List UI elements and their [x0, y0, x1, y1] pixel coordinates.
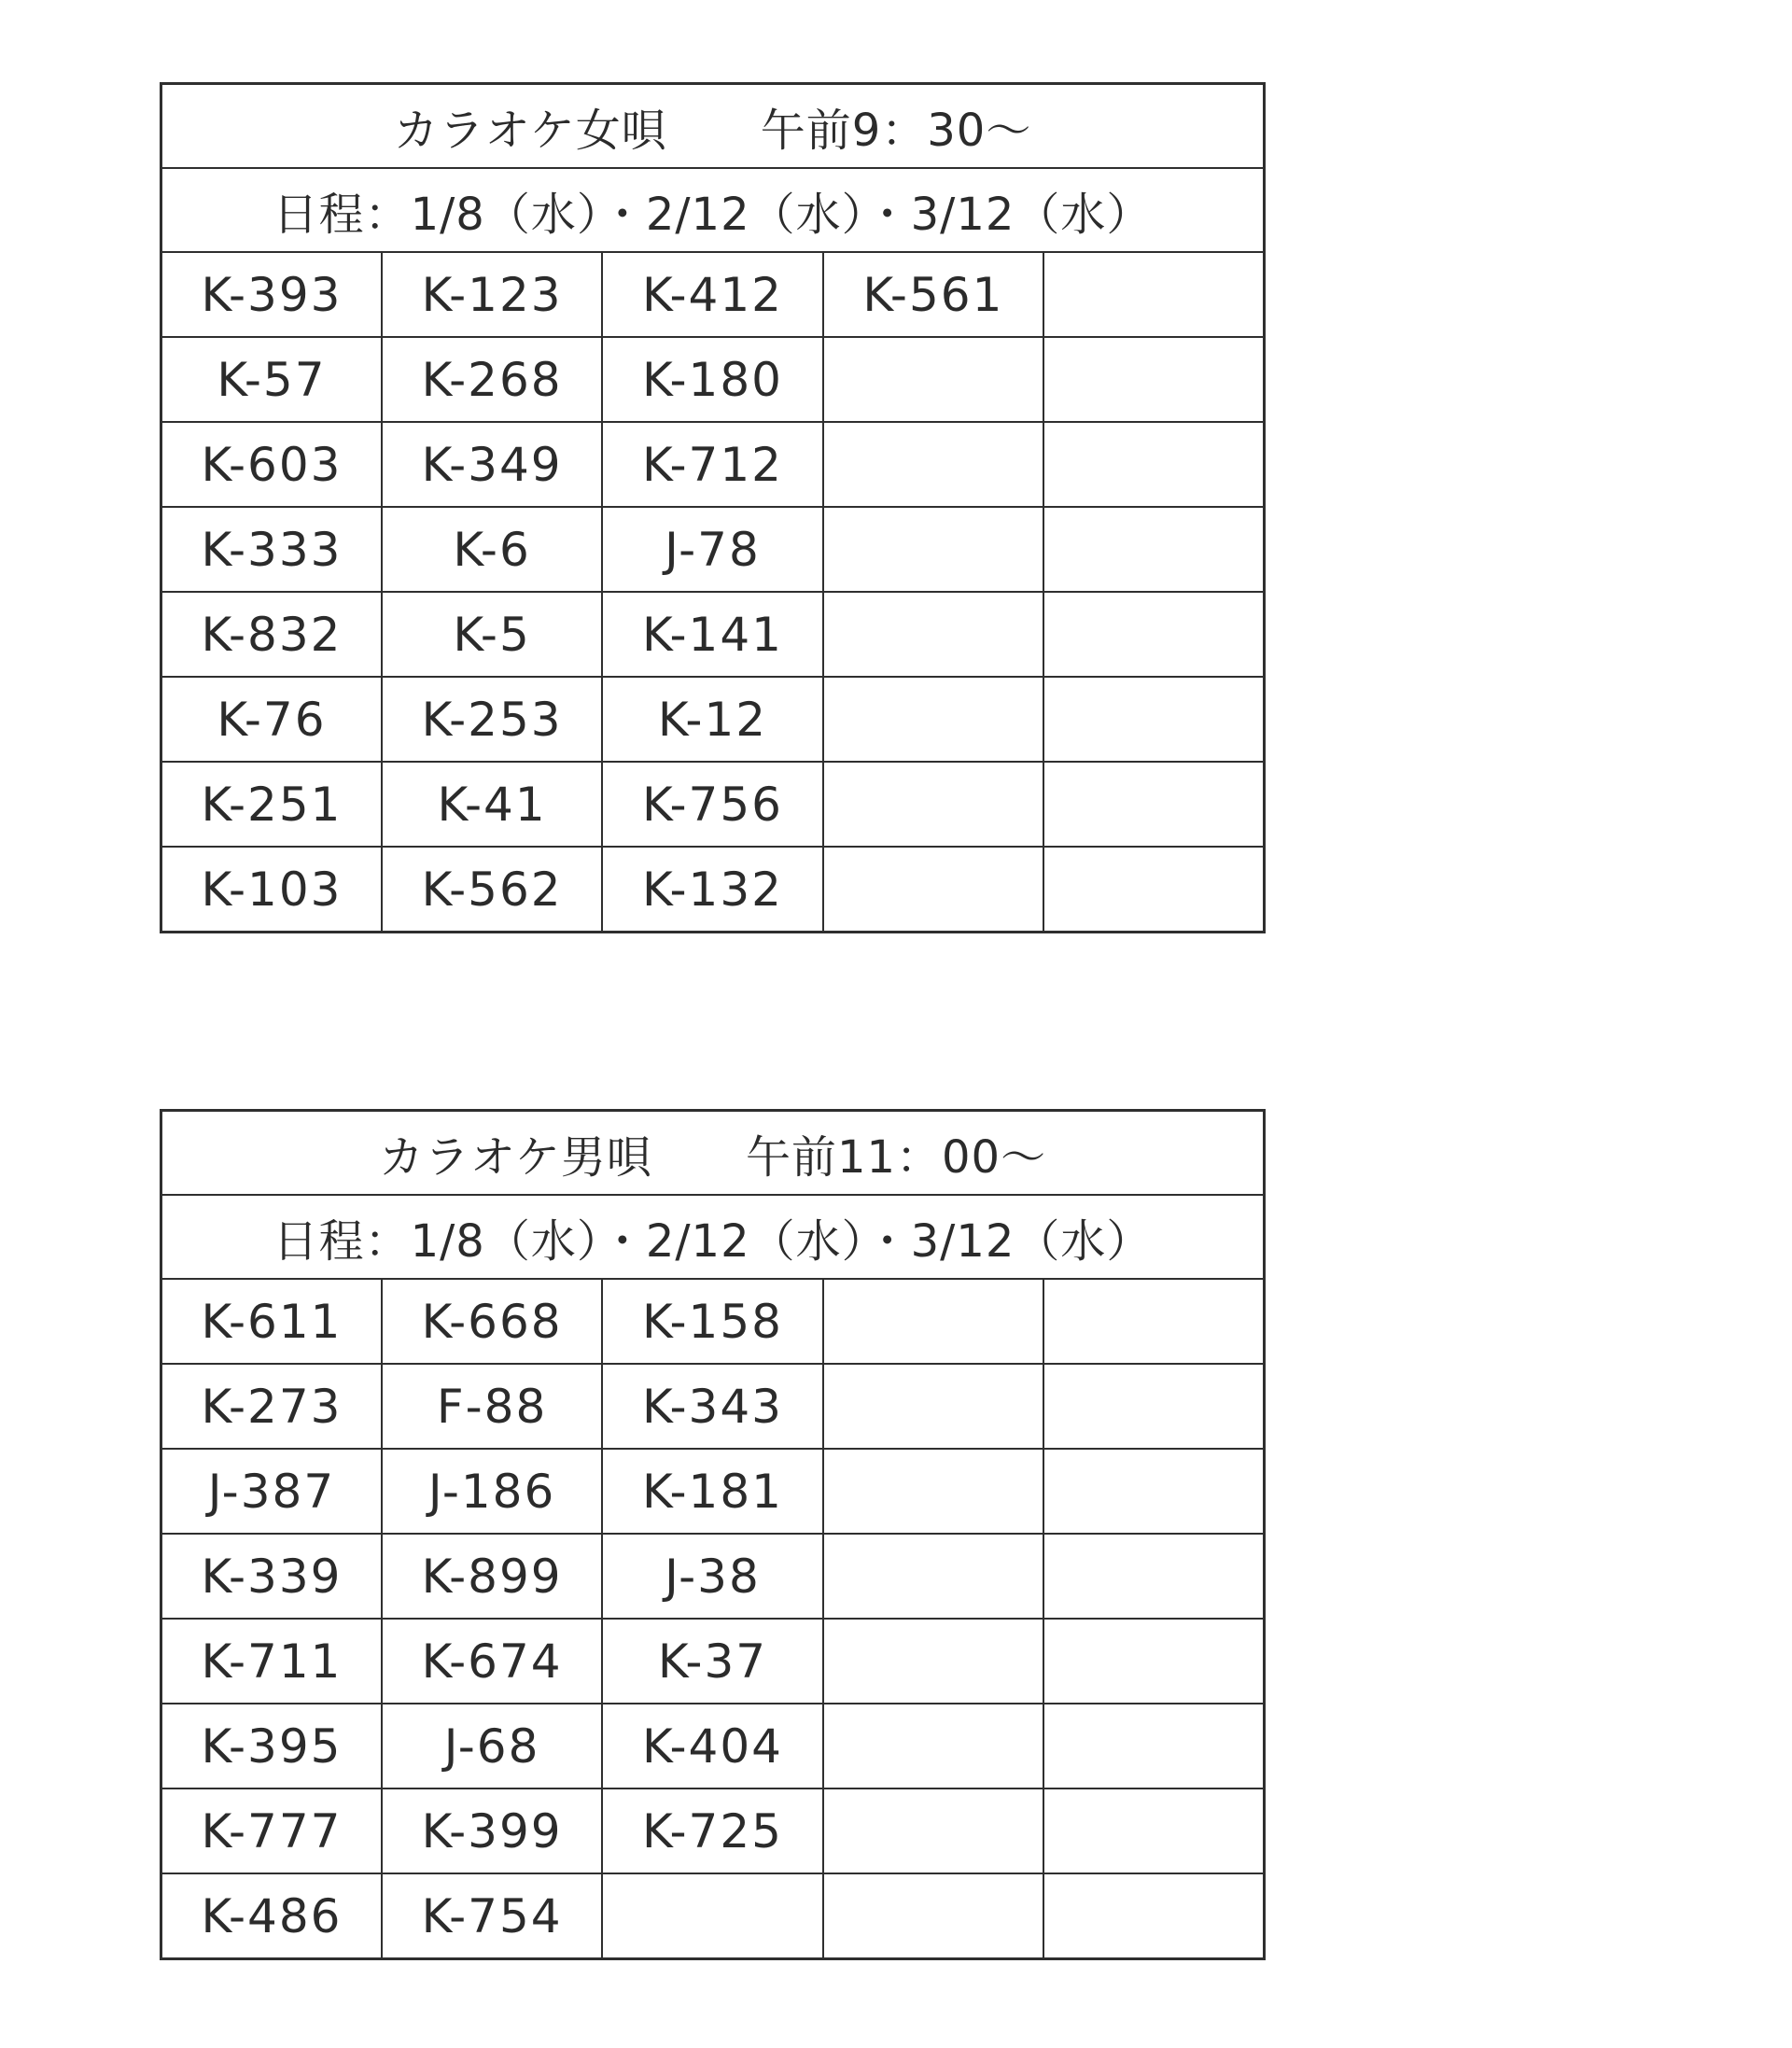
song-code-cell: J-387	[161, 1449, 382, 1534]
song-code-cell	[1043, 1364, 1264, 1449]
song-code-cell: K-251	[161, 762, 382, 847]
table-row	[161, 1364, 1265, 1449]
table-time-text: 午前9：30～	[760, 104, 1032, 157]
table-row	[161, 1534, 1265, 1619]
song-code-cell	[1043, 1619, 1264, 1704]
table-row	[161, 1873, 1265, 1959]
song-code-cell: K-611	[161, 1279, 382, 1364]
song-code-cell: K-158	[602, 1279, 822, 1364]
table-title-text: カラオケ男唄	[378, 1130, 652, 1184]
song-code-cell: K-103	[161, 847, 382, 933]
song-code-cell: K-76	[161, 677, 382, 762]
table-title	[161, 84, 1265, 169]
table-dates-row	[161, 168, 1265, 252]
female-songs-table	[160, 82, 1266, 933]
table-dates-row	[161, 1195, 1265, 1279]
song-code-cell	[823, 592, 1043, 677]
song-code-cell	[1043, 252, 1264, 337]
song-code-cell	[602, 1873, 822, 1959]
song-code-cell: K-395	[161, 1704, 382, 1788]
song-code-cell	[823, 762, 1043, 847]
table-row	[161, 762, 1265, 847]
song-code-cell: K-6	[382, 507, 602, 592]
table-row	[161, 507, 1265, 592]
table-row	[161, 1449, 1265, 1534]
song-code-cell	[1043, 507, 1264, 592]
song-code-cell: K-273	[161, 1364, 382, 1449]
song-code-cell: K-5	[382, 592, 602, 677]
song-code-cell: K-486	[161, 1873, 382, 1959]
song-code-cell	[823, 1364, 1043, 1449]
song-code-cell: K-41	[382, 762, 602, 847]
song-code-cell: K-132	[602, 847, 822, 933]
song-code-cell	[1043, 1704, 1264, 1788]
song-code-cell: K-393	[161, 252, 382, 337]
song-code-cell	[823, 1449, 1043, 1534]
song-code-cell: F-88	[382, 1364, 602, 1449]
song-code-cell: K-668	[382, 1279, 602, 1364]
schedule-dates: 日程：1/8（水）・2/12（水）・3/12（水）	[161, 168, 1265, 252]
song-code-cell	[823, 422, 1043, 507]
song-code-cell: J-186	[382, 1449, 602, 1534]
song-code-cell: K-123	[382, 252, 602, 337]
song-code-cell: K-141	[602, 592, 822, 677]
song-code-cell: K-412	[602, 252, 822, 337]
song-code-cell	[1043, 592, 1264, 677]
song-code-cell: K-562	[382, 847, 602, 933]
song-code-cell: K-712	[602, 422, 822, 507]
song-code-cell: K-339	[161, 1534, 382, 1619]
song-code-cell	[823, 1873, 1043, 1959]
song-code-cell	[823, 1619, 1043, 1704]
song-code-cell	[823, 507, 1043, 592]
song-code-cell	[1043, 677, 1264, 762]
song-code-cell: K-57	[161, 337, 382, 422]
table-row	[161, 1619, 1265, 1704]
song-code-cell: K-268	[382, 337, 602, 422]
song-code-cell: K-180	[602, 337, 822, 422]
table-row	[161, 677, 1265, 762]
song-code-cell: K-404	[602, 1704, 822, 1788]
table-row	[161, 847, 1265, 933]
song-code-cell: K-674	[382, 1619, 602, 1704]
song-code-cell	[823, 847, 1043, 933]
song-code-cell	[1043, 422, 1264, 507]
song-code-cell: K-711	[161, 1619, 382, 1704]
song-code-cell: K-37	[602, 1619, 822, 1704]
table-title-text: カラオケ女唄	[393, 104, 667, 157]
song-code-cell	[823, 1788, 1043, 1873]
song-code-cell	[823, 1279, 1043, 1364]
song-code-cell: J-68	[382, 1704, 602, 1788]
song-code-cell	[1043, 1788, 1264, 1873]
song-code-cell	[823, 1534, 1043, 1619]
song-code-cell: K-181	[602, 1449, 822, 1534]
song-code-cell: K-343	[602, 1364, 822, 1449]
table-title-row	[161, 84, 1265, 169]
song-code-cell: K-725	[602, 1788, 822, 1873]
table-title	[161, 1111, 1265, 1196]
song-code-cell: K-899	[382, 1534, 602, 1619]
table-time-text: 午前11：00～	[745, 1130, 1047, 1184]
table-row	[161, 1279, 1265, 1364]
song-code-cell	[1043, 1449, 1264, 1534]
song-code-cell	[823, 677, 1043, 762]
song-code-cell: K-832	[161, 592, 382, 677]
table-row	[161, 422, 1265, 507]
table-row	[161, 337, 1265, 422]
song-code-cell: K-12	[602, 677, 822, 762]
song-code-cell: K-349	[382, 422, 602, 507]
song-code-cell: K-333	[161, 507, 382, 592]
song-code-cell	[1043, 762, 1264, 847]
table-row	[161, 592, 1265, 677]
song-code-cell	[1043, 337, 1264, 422]
song-code-cell: K-756	[602, 762, 822, 847]
song-code-cell: K-777	[161, 1788, 382, 1873]
song-code-cell: K-561	[823, 252, 1043, 337]
song-code-cell	[823, 337, 1043, 422]
table-row	[161, 252, 1265, 337]
song-code-cell	[1043, 847, 1264, 933]
song-code-cell	[1043, 1279, 1264, 1364]
table-row	[161, 1704, 1265, 1788]
table-row	[161, 1788, 1265, 1873]
song-code-cell	[1043, 1873, 1264, 1959]
schedule-dates: 日程：1/8（水）・2/12（水）・3/12（水）	[161, 1195, 1265, 1279]
song-code-cell: J-38	[602, 1534, 822, 1619]
song-code-cell: K-399	[382, 1788, 602, 1873]
song-code-cell: K-253	[382, 677, 602, 762]
song-code-cell	[1043, 1534, 1264, 1619]
table-title-row	[161, 1111, 1265, 1196]
song-code-cell: K-603	[161, 422, 382, 507]
song-code-cell: J-78	[602, 507, 822, 592]
male-songs-table	[160, 1109, 1266, 1960]
song-code-cell: K-754	[382, 1873, 602, 1959]
song-code-cell	[823, 1704, 1043, 1788]
